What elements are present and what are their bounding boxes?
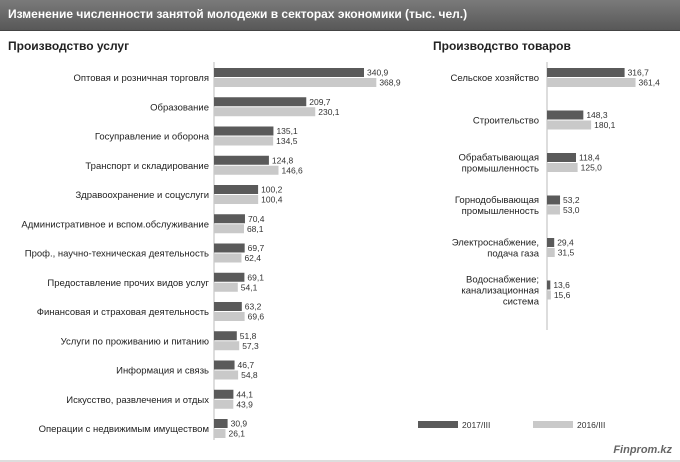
services-bar [214, 341, 239, 350]
source-label: Finprom.kz [613, 444, 672, 456]
goods-category-label: Электроснабжение, [451, 237, 539, 249]
services-bar [214, 185, 258, 194]
services-value-label: 69,1 [247, 272, 264, 283]
services-category-label: Транспорт и складирование [85, 160, 209, 172]
services-bar [214, 137, 273, 146]
services-bar [214, 302, 242, 311]
goods-value-label: 53,2 [563, 195, 580, 205]
services-bar [214, 429, 225, 438]
services-value-label: 134,5 [276, 136, 298, 146]
goods-value-label: 316,7 [627, 67, 649, 78]
goods-category-label: система [502, 296, 539, 308]
services-bar [214, 331, 237, 340]
services-value-label: 146,6 [281, 165, 303, 176]
services-bar [214, 244, 245, 253]
goods-value-label: 180,1 [594, 120, 616, 130]
services-bar [214, 400, 233, 409]
goods-value-label: 125,0 [580, 162, 602, 173]
services-value-label: 54,8 [241, 370, 258, 380]
services-value-label: 135,1 [276, 126, 298, 136]
services-value-label: 69,7 [247, 243, 265, 253]
goods-value-label: 53,0 [562, 205, 580, 215]
services-value-label: 100,2 [261, 184, 283, 195]
services-category-label: Искусство, развлечения и отдых [66, 394, 209, 406]
services-bar [214, 195, 258, 204]
services-value-label: 43,9 [236, 399, 253, 410]
legend-label-2017: 2017/III [462, 420, 491, 430]
goods-value-label: 29,4 [557, 237, 574, 248]
goods-category-label: канализационная [461, 285, 539, 297]
services-bar [214, 78, 376, 87]
goods-bar [547, 111, 583, 120]
services-bar [214, 273, 244, 282]
services-bar [214, 361, 235, 370]
services-bar [214, 419, 228, 428]
chart-title: Изменение численности занятой молодежи в секторах экономики (тыс. чел.) [8, 7, 468, 21]
services-bar [214, 254, 241, 263]
goods-bar [547, 163, 578, 172]
services-bar [214, 68, 364, 77]
goods-value-label: 148,3 [586, 110, 608, 120]
services-value-label: 51,8 [239, 330, 257, 341]
services-value-label: 63,2 [244, 301, 262, 312]
legend-label-2016: 2016/III [577, 420, 606, 430]
services-value-label: 62,4 [244, 253, 262, 263]
services-value-label: 368,9 [379, 77, 401, 88]
services-value-label: 230,1 [318, 106, 340, 117]
services-category-label: Услуги по проживанию и питанию [60, 336, 209, 348]
services-bar [214, 107, 315, 116]
services-bar [214, 283, 238, 292]
services-value-label: 209,7 [309, 96, 331, 107]
goods-bar [547, 78, 636, 87]
services-category-label: Проф., научно-техническая деятельность [24, 248, 209, 260]
goods-bar [547, 68, 625, 77]
goods-value-label: 118,4 [579, 152, 600, 163]
services-value-label: 100,4 [261, 194, 283, 205]
services-value-label: 69,6 [247, 311, 265, 322]
services-bar [214, 166, 279, 175]
goods-bar [547, 196, 560, 205]
services-category-label: Предоставление прочих видов услуг [47, 277, 209, 289]
services-bar [214, 224, 244, 233]
goods-category-label: промышленность [461, 163, 539, 175]
goods-category-label: Строительство [472, 115, 539, 127]
services-value-label: 124,8 [271, 155, 294, 166]
goods-bar [547, 238, 554, 247]
services-category-label: Здравоохранение и соцуслуги [75, 190, 209, 201]
goods-category-label: Водоснабжение; [466, 274, 539, 286]
services-category-label: Информация и связь [116, 365, 209, 377]
services-category-label: Финансовая и страховая деятельность [36, 307, 209, 318]
goods-value-label: 361,4 [638, 77, 660, 88]
legend-swatch-2017 [418, 421, 458, 428]
services-category-label: Административное и вспом.обслуживание [21, 219, 209, 231]
goods-category-label: подача газа [487, 248, 539, 260]
goods-bar [547, 291, 551, 300]
goods-category-label: Горнодобывающая [454, 195, 539, 206]
goods-bar [547, 281, 550, 290]
services-value-label: 70,4 [247, 213, 265, 224]
goods-value-label: 13,6 [553, 280, 570, 290]
services-category-label: Образование [150, 102, 209, 114]
services-category-label: Операции с недвижимым имуществом [38, 424, 209, 435]
goods-section-title: Производство товаров [433, 39, 571, 53]
services-bar [214, 312, 245, 321]
goods-category-label: промышленность [461, 206, 539, 217]
services-bar [214, 214, 245, 223]
goods-category-label: Обрабатывающая [458, 152, 539, 164]
services-value-label: 54,1 [240, 282, 258, 293]
goods-category-label: Сельское хозяйство [450, 73, 539, 84]
goods-bar [547, 248, 555, 257]
services-bar [214, 127, 273, 136]
goods-value-label: 31,5 [557, 247, 575, 258]
services-section-title: Производство услуг [8, 39, 130, 53]
goods-value-label: 15,6 [553, 290, 571, 300]
goods-bar [547, 121, 591, 130]
legend-swatch-2016 [533, 421, 573, 428]
services-bar [214, 390, 233, 399]
services-bar [214, 97, 306, 106]
services-bar [214, 371, 238, 380]
services-value-label: 26,1 [228, 428, 246, 439]
services-value-label: 68,1 [246, 223, 264, 234]
services-value-label: 30,9 [230, 418, 248, 429]
services-bar [214, 156, 269, 165]
services-value-label: 44,1 [236, 389, 253, 400]
goods-bar [547, 206, 560, 215]
services-category-label: Оптовая и розничная торговля [73, 73, 209, 84]
goods-bar [547, 153, 576, 162]
services-value-label: 340,9 [366, 67, 389, 78]
services-value-label: 46,7 [237, 360, 255, 370]
services-value-label: 57,3 [242, 340, 259, 351]
services-category-label: Госуправление и оборона [94, 131, 209, 143]
